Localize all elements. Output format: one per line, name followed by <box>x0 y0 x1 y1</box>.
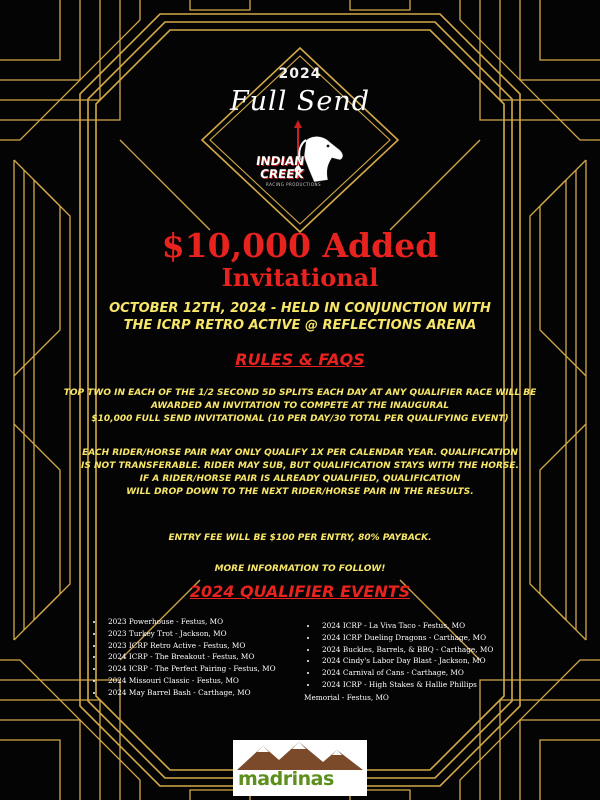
indian-creek-logo <box>248 120 352 200</box>
event-year: 2024 <box>278 66 322 82</box>
list-item: • 2024 May Barrel Bash - Carthage, MO <box>104 687 316 699</box>
rules-line: IF A RIDER/HORSE PAIR IS ALREADY QUALIFIED, QUALIFICATION <box>139 474 461 484</box>
headline: $10,000 Added <box>161 226 439 265</box>
list-item: • 2024 ICRP Dueling Dragons - Carthage, MO <box>318 632 523 644</box>
rules-line: IS NOT TRANSFERABLE. RIDER MAY SUB, BUT QUALIFICATION STAYS WITH THE HORSE. <box>81 461 519 471</box>
rules-paragraph-2 <box>0 447 600 499</box>
rules-line: TOP TWO IN EACH OF THE 1/2 SECOND 5D SPLITS EACH DAY AT ANY QUALIFIER RACE WILL BE <box>63 388 537 398</box>
logo-line-3: RACING PRODUCTIONS <box>266 182 322 187</box>
list-item: • 2023 Powerhouse - Festus, MO <box>104 616 316 628</box>
event-name: Full Send <box>229 86 371 117</box>
list-item: • 2023 ICRP Retro Active - Festus, MO <box>104 640 316 652</box>
date-line-2: THE ICRP RETRO ACTIVE @ REFLECTIONS ARENA <box>123 318 477 333</box>
more-info: MORE INFORMATION TO FOLLOW! <box>214 564 386 574</box>
list-item: • 2024 ICRP - La Viva Taco - Festus, MO <box>318 620 523 632</box>
events-list-right <box>306 620 523 691</box>
sponsor-logo <box>233 740 367 796</box>
rules-paragraph-1 <box>0 387 600 426</box>
logo-line-2: CREEK <box>259 167 305 181</box>
rules-line: AWARDED AN INVITATION TO COMPETE AT THE INAUGURAL <box>150 401 450 411</box>
rules-line: EACH RIDER/HORSE PAIR MAY ONLY QUALIFY 1X PER CALENDAR YEAR. QUALIFICATION <box>82 448 518 458</box>
entry-fee: ENTRY FEE WILL BE $100 PER ENTRY, 80% PAYBACK. <box>168 533 432 543</box>
list-item: • 2024 Cindy's Labor Day Blast - Jackson, MO <box>318 655 523 667</box>
list-item: • 2024 ICRP - High Stakes & Hallie Phillips <box>318 679 523 691</box>
list-item: • 2024 Buckles, Barrels, & BBQ - Carthage, MO <box>318 644 523 656</box>
list-item: • 2024 Carnival of Cans - Carthage, MO <box>318 667 523 679</box>
list-item-continuation: Memorial - Festus, MO <box>304 693 389 702</box>
date-line-1: OCTOBER 12TH, 2024 - HELD IN CONJUNCTION WITH <box>109 301 491 316</box>
list-item: • 2023 Turkey Trot - Jackson, MO <box>104 628 316 640</box>
rules-title: RULES & FAQS <box>235 350 365 369</box>
events-title: 2024 QUALIFIER EVENTS <box>189 582 411 601</box>
list-item: • 2024 ICRP - The Perfect Pairing - Festus, MO <box>104 663 316 675</box>
subheadline: Invitational <box>221 263 379 292</box>
rules-line: $10,000 FULL SEND INVITATIONAL (10 PER DAY/30 TOTAL PER QUALIFYING EVENT) <box>91 414 509 424</box>
event-date <box>0 300 600 334</box>
list-item: • 2024 Missouri Classic - Festus, MO <box>104 675 316 687</box>
list-item: • 2024 ICRP - The Breakout - Festus, MO <box>104 651 316 663</box>
sponsor-name: madrinas <box>238 768 334 790</box>
rules-line: WILL DROP DOWN TO THE NEXT RIDER/HORSE PAIR IN THE RESULTS. <box>126 487 474 497</box>
events-list-left <box>92 616 316 699</box>
logo-line-1: INDIAN <box>255 154 306 168</box>
